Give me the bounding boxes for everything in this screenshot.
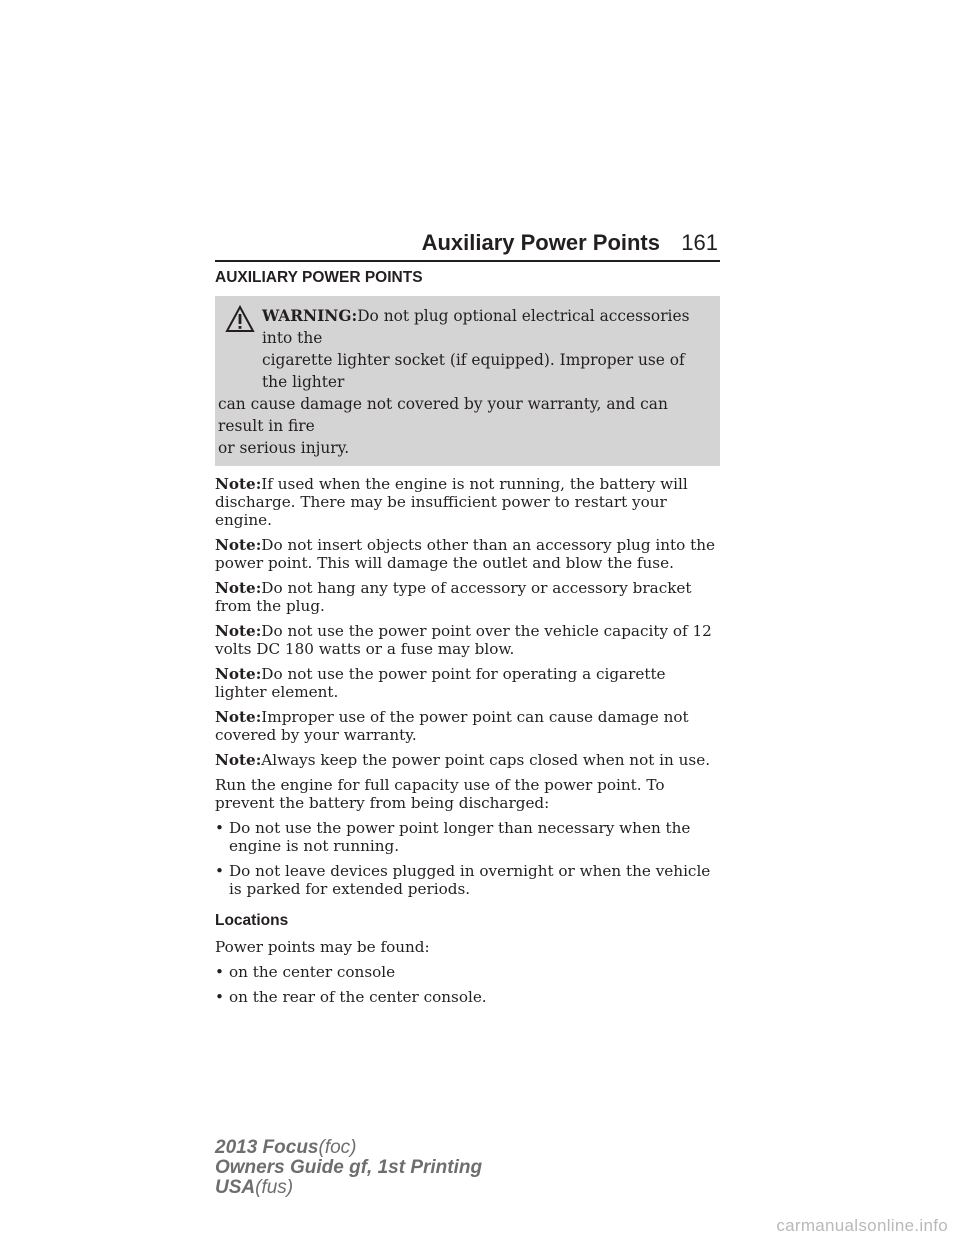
- note-paragraph: [215, 622, 720, 658]
- note-text: Improper use of the power point can cause damage not covered by your warranty.: [215, 708, 689, 744]
- discharge-bullet-list: [215, 819, 720, 898]
- warning-line-1: [218, 305, 714, 349]
- warning-label: WARNING:: [262, 307, 358, 325]
- section-title: AUXILIARY POWER POINTS: [215, 269, 423, 286]
- warning-line-3: can cause damage not covered by your warranty, and can result in fire: [218, 395, 668, 435]
- locations-heading: Locations: [215, 912, 289, 929]
- warning-line-4: or serious injury.: [218, 439, 350, 457]
- page-footer: [215, 1138, 482, 1198]
- footer-line-2: Owners Guide gf, 1st Printing: [215, 1157, 483, 1178]
- note-text: Do not hang any type of accessory or accessory bracket from the plug.: [215, 579, 692, 615]
- footer-market: USA: [215, 1177, 256, 1198]
- footer-model: 2013 Focus: [215, 1137, 319, 1158]
- footer-market-code: (fus): [255, 1177, 294, 1198]
- page-header: [215, 228, 720, 262]
- note-paragraph: [215, 536, 720, 572]
- footer-line-1: [215, 1138, 482, 1158]
- list-item: • Do not leave devices plugged in overnight or when the vehicle is parked for extended periods.: [215, 862, 720, 898]
- warning-triangle-icon: [225, 305, 255, 333]
- note-text: Do not use the power point over the vehicle capacity of 12 volts DC 180 watts or a fuse may blow.: [215, 622, 712, 658]
- page-content: [215, 268, 720, 1013]
- watermark: carmanualsonline.info: [776, 1216, 948, 1235]
- warning-line-2: cigarette lighter socket (if equipped). Improper use of the lighter: [262, 351, 685, 391]
- list-item: • Do not use the power point longer than necessary when the engine is not running.: [215, 819, 720, 855]
- warning-text-1: Do not plug optional electrical accessories into the: [262, 307, 690, 347]
- locations-intro: Power points may be found:: [215, 938, 430, 956]
- note-label: Note:: [215, 622, 262, 640]
- footer-model-code: (foc): [318, 1137, 357, 1158]
- note-label: Note:: [215, 536, 262, 554]
- warning-box: [215, 296, 720, 466]
- note-paragraph: [215, 475, 720, 529]
- note-label: Note:: [215, 579, 262, 597]
- list-item: • on the center console: [215, 963, 720, 981]
- note-paragraph: [215, 751, 720, 769]
- note-paragraph: [215, 665, 720, 701]
- note-label: Note:: [215, 708, 262, 726]
- note-label: Note:: [215, 475, 262, 493]
- note-text: Do not use the power point for operating a cigarette lighter element.: [215, 665, 666, 701]
- note-paragraph: [215, 708, 720, 744]
- locations-bullet-list: [215, 963, 720, 1006]
- note-text: If used when the engine is not running, the battery will discharge. There may be insufficient power to restart your engine.: [215, 475, 688, 529]
- header-rule: [215, 260, 720, 262]
- run-engine-paragraph: Run the engine for full capacity use of the power point. To prevent the battery from being discharged:: [215, 776, 665, 812]
- note-text: Do not insert objects other than an accessory plug into the power point. This will damage the outlet and blow the fuse.: [215, 536, 715, 572]
- note-paragraph: [215, 579, 720, 615]
- note-label: Note:: [215, 751, 262, 769]
- footer-line-3: [215, 1178, 482, 1198]
- list-item: • on the rear of the center console.: [215, 988, 720, 1006]
- header-title: Auxiliary Power Points: [421, 230, 660, 255]
- note-label: Note:: [215, 665, 262, 683]
- note-text: Always keep the power point caps closed when not in use.: [261, 751, 711, 769]
- page-number: 161: [681, 230, 718, 255]
